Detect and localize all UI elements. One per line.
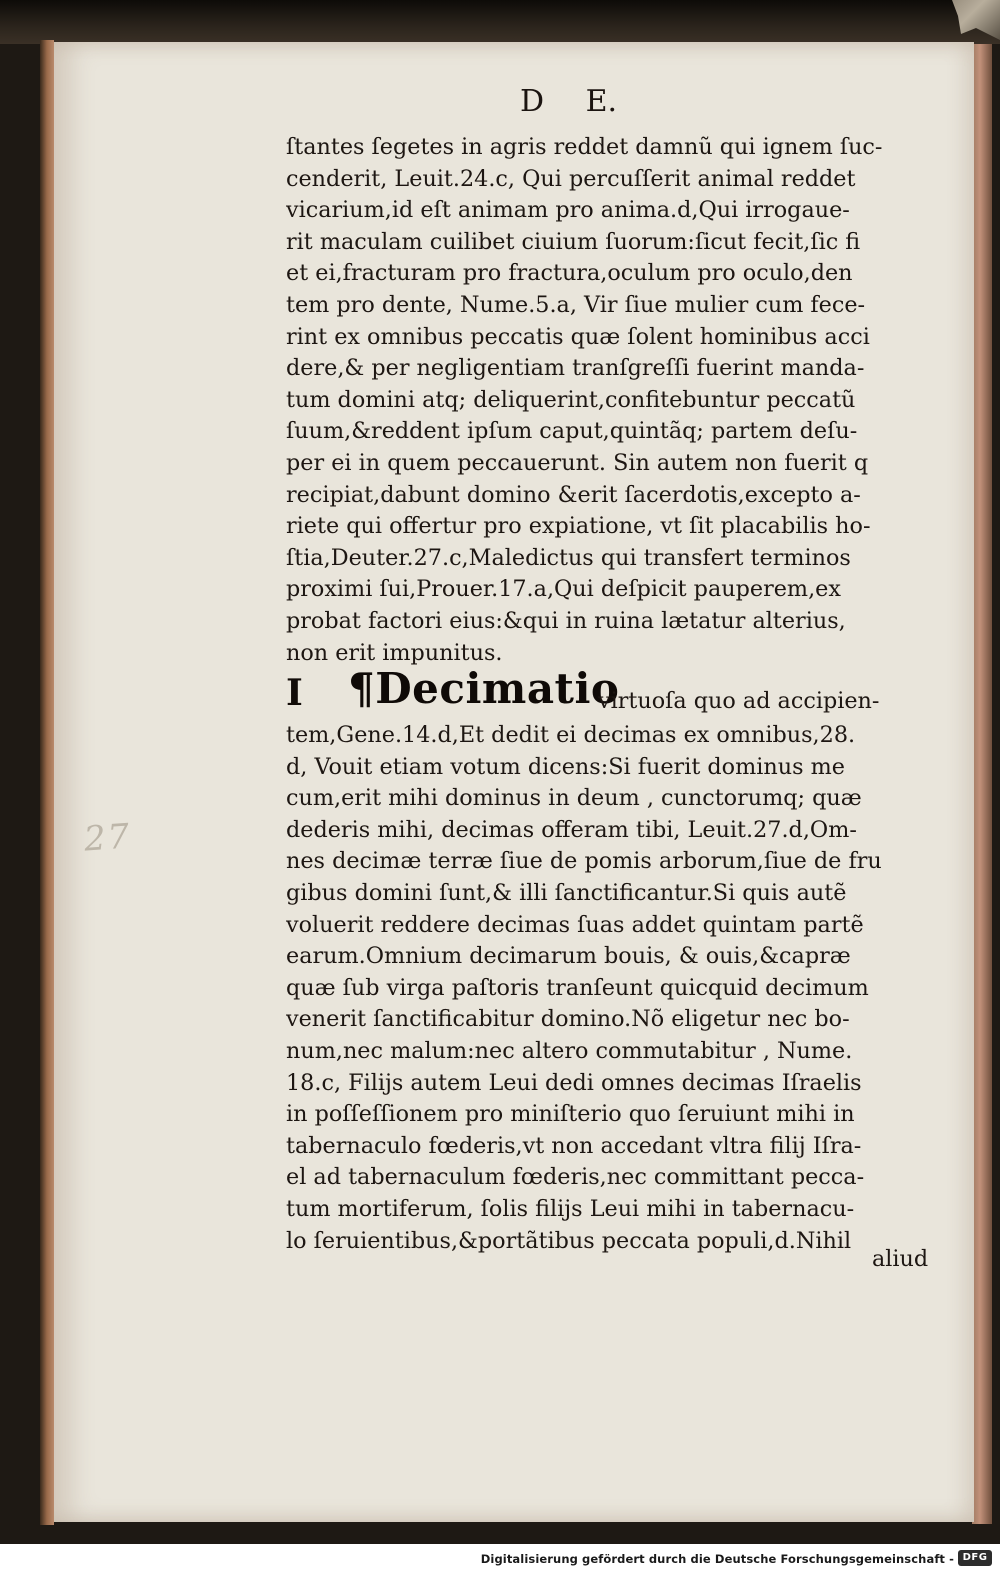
text-line: dere,& per negligentiam tranſgreſſi fuerint manda-: [286, 355, 865, 382]
text-line: cenderit, Leuit.24.c, Qui percuſſerit animal reddet: [286, 165, 856, 192]
text-line: probat factori eius:&qui in ruina lætatur alterius,: [286, 607, 846, 634]
text-line: ſtantes ſegetes in agris reddet damnũ qui ignem ſuc-: [286, 134, 883, 160]
text-line: nes decimæ terræ ſiue de pomis arborum,ſiue de fru: [286, 848, 882, 875]
text-line: voluerit reddere decimas ſuas addet quintam partẽ: [286, 911, 864, 938]
text-line: riete qui offertur pro expiatione, vt ſit placabilis ho-: [286, 513, 871, 540]
scan-background-top: [0, 0, 1000, 44]
text-line: quæ ſub virga paſtoris tranſeunt quicquid decimum: [286, 974, 869, 1001]
text-line: num,nec malum:nec altero commutabitur , Nume.: [286, 1037, 853, 1064]
text-line: ſuum,&reddent ipſum caput,quintãq; partem deſu-: [286, 418, 858, 445]
text-line: vicarium,id eſt animam pro anima.d,Qui irrogaue-: [286, 197, 850, 224]
section-heading: ¶Decimatio: [348, 664, 620, 713]
text-line: in poſſeſſionem pro miniſterio quo ſeruiunt mihi in: [286, 1101, 855, 1128]
text-block-top: [286, 132, 946, 669]
text-block-section: [286, 720, 946, 1257]
catchword: aliud: [872, 1246, 929, 1272]
text-line: dederis mihi, decimas offeram tibi, Leuit.27.d,Om-: [286, 816, 857, 843]
footer-bar: [0, 1544, 1000, 1588]
text-line: per ei in quem peccauerunt. Sin autem non fuerit q: [286, 449, 869, 476]
footer-credit: Digitalisierung gefördert durch die Deutsche Forschungsgemeinschaft -: [480, 1552, 954, 1566]
page-header: D E.: [520, 84, 618, 119]
text-line: proximi ſui,Prouer.17.a,Qui deſpicit pauperem,ex: [286, 576, 841, 603]
page-edge-right: [972, 44, 992, 1524]
text-line: earum.Omnium decimarum bouis, & ouis,&capræ: [286, 943, 851, 970]
text-line: rint ex omnibus peccatis quæ ſolent hominibus acci: [286, 323, 870, 350]
text-line: et ei,fracturam pro fractura,oculum pro oculo,den: [286, 260, 853, 287]
text-line: 18.c, Filijs autem Leui dedi omnes decimas Iſraelis: [286, 1069, 862, 1096]
text-line: tabernaculo fœderis,vt non accedant vltra filij Iſra-: [286, 1132, 862, 1159]
text-line: gibus domini ſunt,& illi ſanctificantur.Si quis autẽ: [286, 879, 847, 906]
text-line: tum mortiferum, ſolis filijs Leui mihi in tabernacu-: [286, 1195, 855, 1222]
page-edge-left: [40, 40, 54, 1525]
text-line: el ad tabernaculum fœderis,nec committant pecca-: [286, 1164, 865, 1191]
section-heading-continuation: virtuoſa quo ad accipien-: [598, 688, 880, 714]
text-line: d, Vouit etiam votum dicens:Si fuerit dominus me: [286, 753, 845, 780]
handwritten-margin-note: 27: [82, 816, 133, 860]
text-line: tum domini atq; deliquerint,confitebuntur peccatũ: [286, 386, 856, 413]
text-line: lo ſeruientibus,&portãtibus peccata populi,d.Nihil: [286, 1227, 852, 1254]
text-line: tem,Gene.14.d,Et dedit ei decimas ex omnibus,28.: [286, 722, 856, 748]
text-line: recipiat,dabunt domino &erit ſacerdotis,excepto a-: [286, 481, 861, 508]
section-letter: I: [286, 672, 303, 714]
text-line: non erit impunitus.: [286, 639, 503, 666]
text-line: tem pro dente, Nume.5.a, Vir ſiue mulier cum fece-: [286, 291, 866, 318]
text-line: rit maculam cuilibet ciuium ſuorum:ſicut fecit,ſic fi: [286, 228, 861, 255]
text-line: cum,erit mihi dominus in deum , cunctorumq; quæ: [286, 785, 862, 812]
text-line: ſtia,Deuter.27.c,Maledictus qui transfert terminos: [286, 544, 851, 571]
text-line: venerit ſanctificabitur domino.Nõ eligetur nec bo-: [286, 1006, 850, 1033]
dfg-logo: DFG: [958, 1550, 992, 1566]
